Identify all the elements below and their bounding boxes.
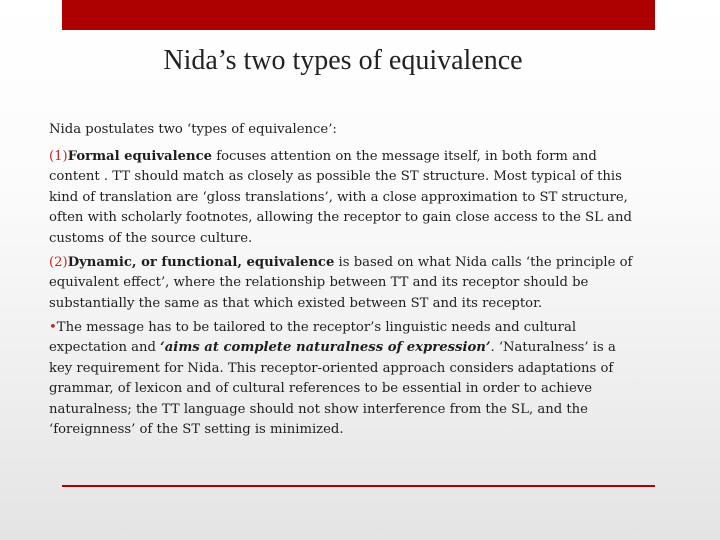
bullet-text-before: The message has to be tailored to the receptor’s linguistic needs and cultural expectation and: [49, 319, 577, 355]
slide-title: Nida’s two types of equivalence: [163, 45, 523, 76]
dynamic-equivalence-paragraph: [49, 253, 639, 315]
dynamic-equivalence-term: Dynamic, or functional, equivalence: [67, 254, 335, 270]
bullet-emphasis: ‘aims at complete naturalness of expression’: [160, 340, 491, 355]
top-accent-bar: [62, 0, 655, 30]
formal-equivalence-text: focuses attention on the message itself, in both form and content . TT should match as closely as possible the ST structure. Most typical of this kind of translation are ‘gloss translations’, with a close approximation to ST structure, often with scholarly footnotes, allowing the receptor to gain close access to the SL and customs of the source culture.: [49, 148, 632, 246]
item-number-2: (2): [49, 254, 68, 270]
intro-paragraph: Nida postulates two ‘types of equivalence’:: [49, 122, 337, 137]
bullet-paragraph: [49, 318, 639, 441]
item-number-1: (1): [49, 148, 68, 164]
dynamic-equivalence-text: is based on what Nida calls ‘the principle of equivalent effect’, where the relationship between TT and its receptor should be substantially the same as that which existed between ST and its receptor.: [49, 254, 633, 311]
formal-equivalence-term: Formal equivalence: [67, 148, 212, 164]
formal-equivalence-paragraph: [49, 147, 639, 250]
bullet-text-after: . ‘Naturalness’ is a key requirement for Nida. This receptor-oriented approach considers adaptations of grammar, of lexicon and of cultural references to be essential in order to achieve naturalness; the TT language should not show interference from the SL, and the ‘foreignness’ of the ST setting is minimized.: [49, 340, 616, 437]
slide-body: [49, 120, 639, 444]
bottom-accent-line: [62, 485, 655, 487]
bullet-icon: •: [49, 319, 57, 335]
